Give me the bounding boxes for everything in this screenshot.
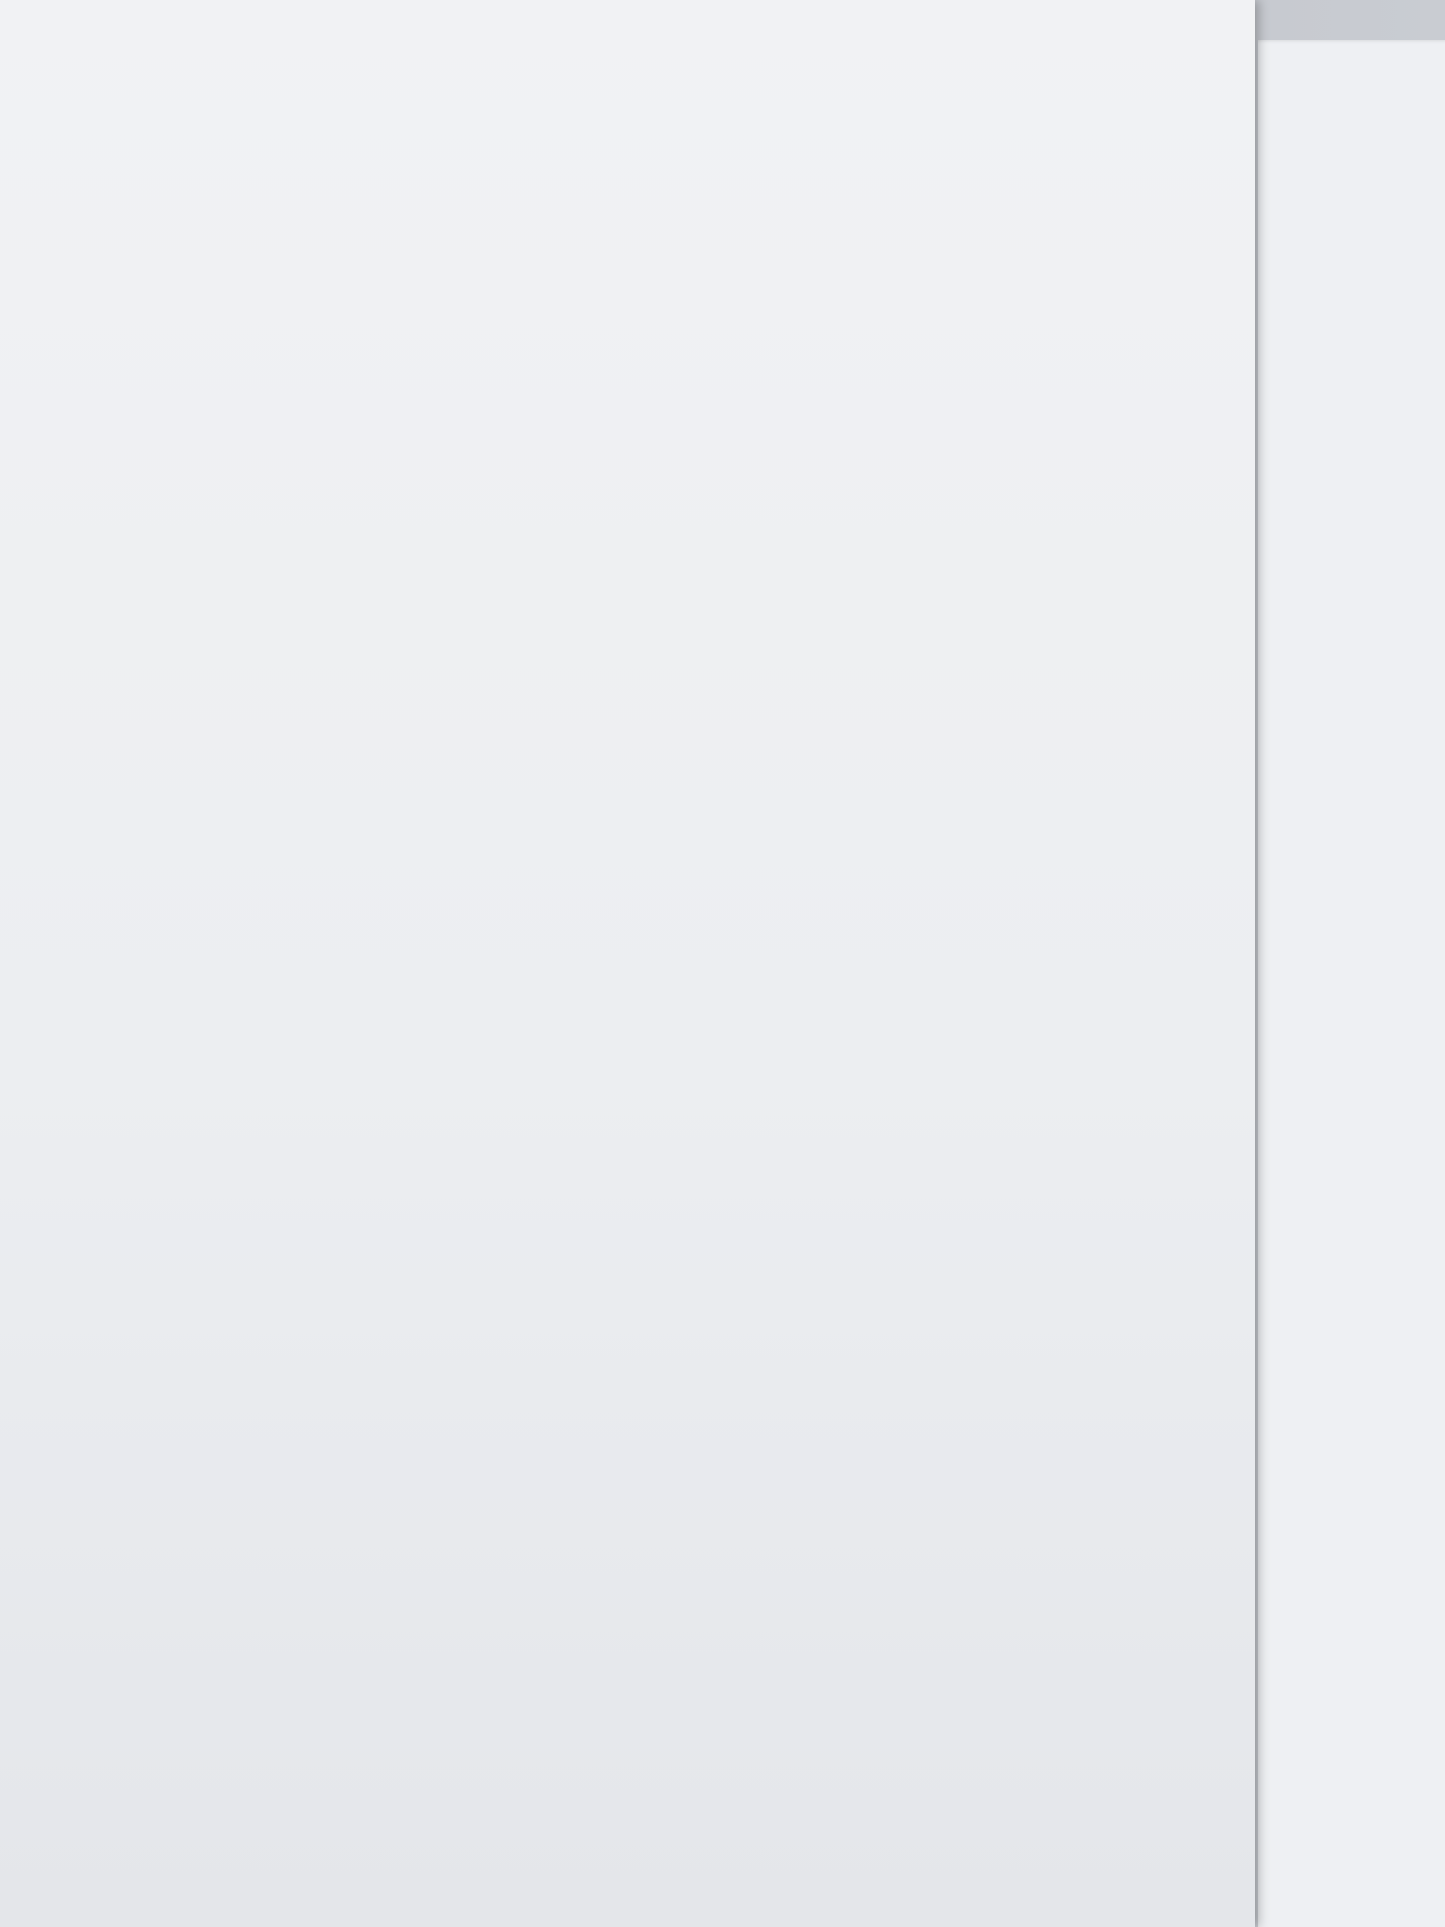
next-page-edge — [1258, 40, 1445, 1927]
part-section — [152, 653, 1222, 663]
part-section — [135, 1149, 1205, 1159]
part-section — [125, 1371, 1195, 1381]
part-section — [115, 1601, 1185, 1611]
part-section — [165, 320, 1235, 330]
top-entries — [177, 102, 1247, 112]
